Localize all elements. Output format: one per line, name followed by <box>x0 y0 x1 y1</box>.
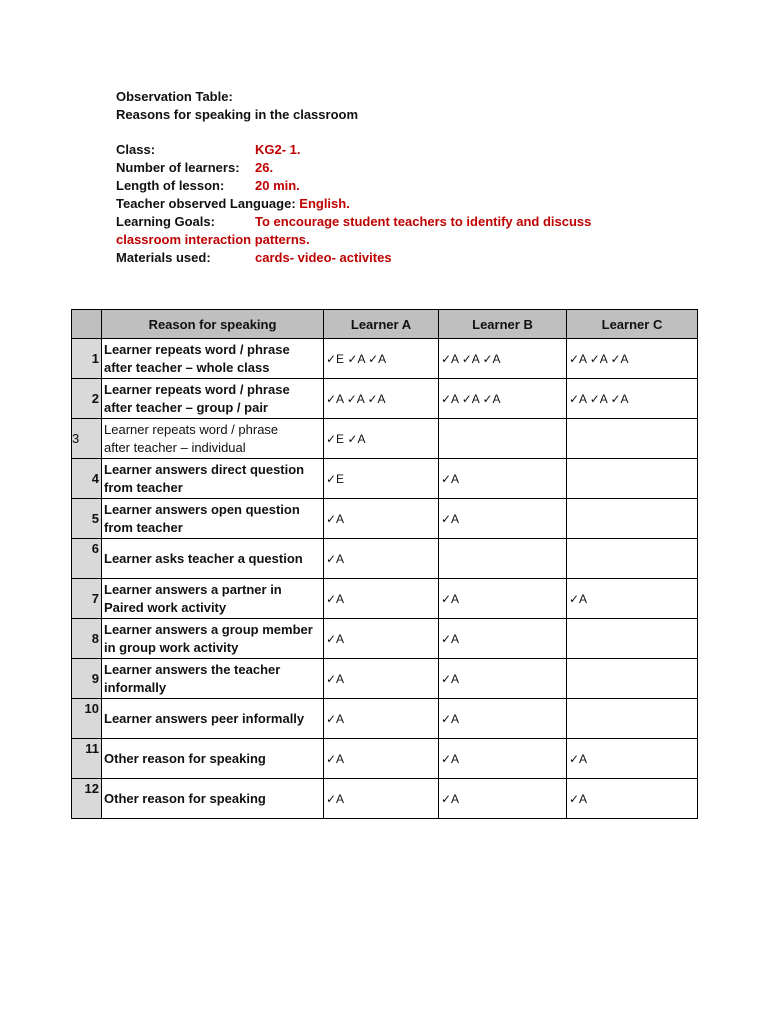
row-reason <box>102 659 324 699</box>
row-reason <box>102 739 324 779</box>
class-label: Class: <box>116 142 156 157</box>
header-learner-a: Learner A <box>324 310 439 339</box>
learner-a-cell: ✓A <box>324 779 439 819</box>
goals-value-line2: classroom interaction patterns. <box>116 232 310 247</box>
learner-b-cell: ✓A ✓A ✓A <box>439 379 567 419</box>
reason-line2: after teacher – whole class <box>104 359 270 375</box>
learner-a-cell: ✓A <box>324 619 439 659</box>
learner-b-cell: ✓A <box>439 619 567 659</box>
reason-line1: Learner repeats word / phrase <box>104 381 290 397</box>
row-number: 6 <box>72 539 102 579</box>
goals-value-line1: To encourage student teachers to identify and discuss <box>255 214 592 229</box>
row-number: 11 <box>72 739 102 779</box>
learner-c-cell <box>567 499 698 539</box>
learner-c-cell: ✓A <box>567 579 698 619</box>
length-label: Length of lesson: <box>116 178 225 193</box>
table-row <box>72 539 698 579</box>
language-row <box>116 195 591 213</box>
table-row <box>72 339 698 379</box>
row-reason <box>102 499 324 539</box>
row-reason <box>102 619 324 659</box>
row-reason <box>102 539 324 579</box>
row-number: 8 <box>72 619 102 659</box>
learner-c-cell <box>567 619 698 659</box>
table-row <box>72 659 698 699</box>
learner-c-cell <box>567 539 698 579</box>
goals-label: Learning Goals: <box>116 214 215 229</box>
row-number: 4 <box>72 459 102 499</box>
header-learner-b: Learner B <box>439 310 567 339</box>
row-number: 5 <box>72 499 102 539</box>
document-header <box>116 88 591 267</box>
learner-b-cell <box>439 539 567 579</box>
learner-b-cell: ✓A <box>439 699 567 739</box>
row-number: 7 <box>72 579 102 619</box>
learner-c-cell: ✓A ✓A ✓A <box>567 339 698 379</box>
reason-line2: after teacher – individual <box>104 439 246 455</box>
learner-b-cell: ✓A <box>439 579 567 619</box>
length-value: 20 min. <box>255 178 300 193</box>
learner-a-cell: ✓E ✓A <box>324 419 439 459</box>
learner-a-cell: ✓A <box>324 739 439 779</box>
length-row <box>116 177 591 195</box>
materials-label: Materials used: <box>116 250 211 265</box>
reason-line1: Learner answers a partner in <box>104 581 282 597</box>
class-row <box>116 141 591 159</box>
row-number: 12 <box>72 779 102 819</box>
learner-c-cell <box>567 459 698 499</box>
learner-a-cell: ✓A ✓A ✓A <box>324 379 439 419</box>
row-number: 2 <box>72 379 102 419</box>
materials-row <box>116 249 591 267</box>
learner-c-cell <box>567 419 698 459</box>
reason-line1: Learner answers open question <box>104 501 300 517</box>
header-learner-c: Learner C <box>567 310 698 339</box>
learner-b-cell: ✓A <box>439 499 567 539</box>
reason-line1: Other reason for speaking <box>104 790 266 806</box>
goals-row-cont <box>116 231 591 249</box>
reason-line1: Other reason for speaking <box>104 750 266 766</box>
reason-line2: Paired work activity <box>104 599 227 615</box>
table-row <box>72 619 698 659</box>
table-row <box>72 459 698 499</box>
header-number-cell <box>72 310 102 339</box>
class-value: KG2- 1. <box>255 142 301 157</box>
learner-a-cell: ✓A <box>324 579 439 619</box>
reason-line1: Learner answers direct question <box>104 461 305 477</box>
learner-a-cell: ✓A <box>324 539 439 579</box>
reason-line1: Learner asks teacher a question <box>104 550 303 566</box>
learner-a-cell: ✓A <box>324 499 439 539</box>
reason-line2: after teacher – group / pair <box>104 399 268 415</box>
learner-c-cell <box>567 659 698 699</box>
table-row <box>72 579 698 619</box>
learners-value: 26. <box>255 160 274 175</box>
reason-line1: Learner answers a group member <box>104 621 313 637</box>
row-reason <box>102 379 324 419</box>
learner-b-cell: ✓A <box>439 659 567 699</box>
reason-line2: informally <box>104 679 167 695</box>
learner-b-cell: ✓A <box>439 779 567 819</box>
goals-row <box>116 213 591 231</box>
header-reason: Reason for speaking <box>102 310 324 339</box>
reason-line2: from teacher <box>104 519 183 535</box>
learner-c-cell <box>567 699 698 739</box>
table-row <box>72 739 698 779</box>
reason-line2: in group work activity <box>104 639 239 655</box>
table-row <box>72 499 698 539</box>
table-header-row <box>72 310 698 339</box>
table-row <box>72 419 698 459</box>
learner-a-cell: ✓A <box>324 699 439 739</box>
reason-line1: Learner answers the teacher <box>104 661 281 677</box>
table-row <box>72 379 698 419</box>
doc-title: Observation Table: <box>116 89 233 104</box>
doc-subtitle: Reasons for speaking in the classroom <box>116 107 359 122</box>
learner-b-cell <box>439 419 567 459</box>
reason-line1: Learner repeats word / phrase <box>104 421 279 437</box>
row-reason <box>102 579 324 619</box>
row-reason <box>102 699 324 739</box>
row-reason <box>102 419 324 459</box>
learner-a-cell: ✓E ✓A ✓A <box>324 339 439 379</box>
language-label: Teacher observed Language: <box>116 196 296 211</box>
reason-line2: from teacher <box>104 479 183 495</box>
table-row <box>72 699 698 739</box>
learners-row <box>116 159 591 177</box>
row-number: 9 <box>72 659 102 699</box>
learner-a-cell: ✓E <box>324 459 439 499</box>
learner-c-cell: ✓A <box>567 739 698 779</box>
learner-c-cell: ✓A <box>567 779 698 819</box>
learners-label: Number of learners: <box>116 160 240 175</box>
row-number: 1 <box>72 339 102 379</box>
observation-table <box>71 309 698 819</box>
language-value: English. <box>295 196 350 211</box>
row-reason <box>102 459 324 499</box>
materials-value: cards- video- activites <box>255 250 392 265</box>
row-number: 3 <box>72 419 102 459</box>
learner-a-cell: ✓A <box>324 659 439 699</box>
learner-b-cell: ✓A <box>439 739 567 779</box>
learner-b-cell: ✓A ✓A ✓A <box>439 339 567 379</box>
learner-c-cell: ✓A ✓A ✓A <box>567 379 698 419</box>
row-reason <box>102 779 324 819</box>
table-row <box>72 779 698 819</box>
reason-line1: Learner answers peer informally <box>104 710 305 726</box>
row-reason <box>102 339 324 379</box>
learner-b-cell: ✓A <box>439 459 567 499</box>
row-number: 10 <box>72 699 102 739</box>
reason-line1: Learner repeats word / phrase <box>104 341 290 357</box>
